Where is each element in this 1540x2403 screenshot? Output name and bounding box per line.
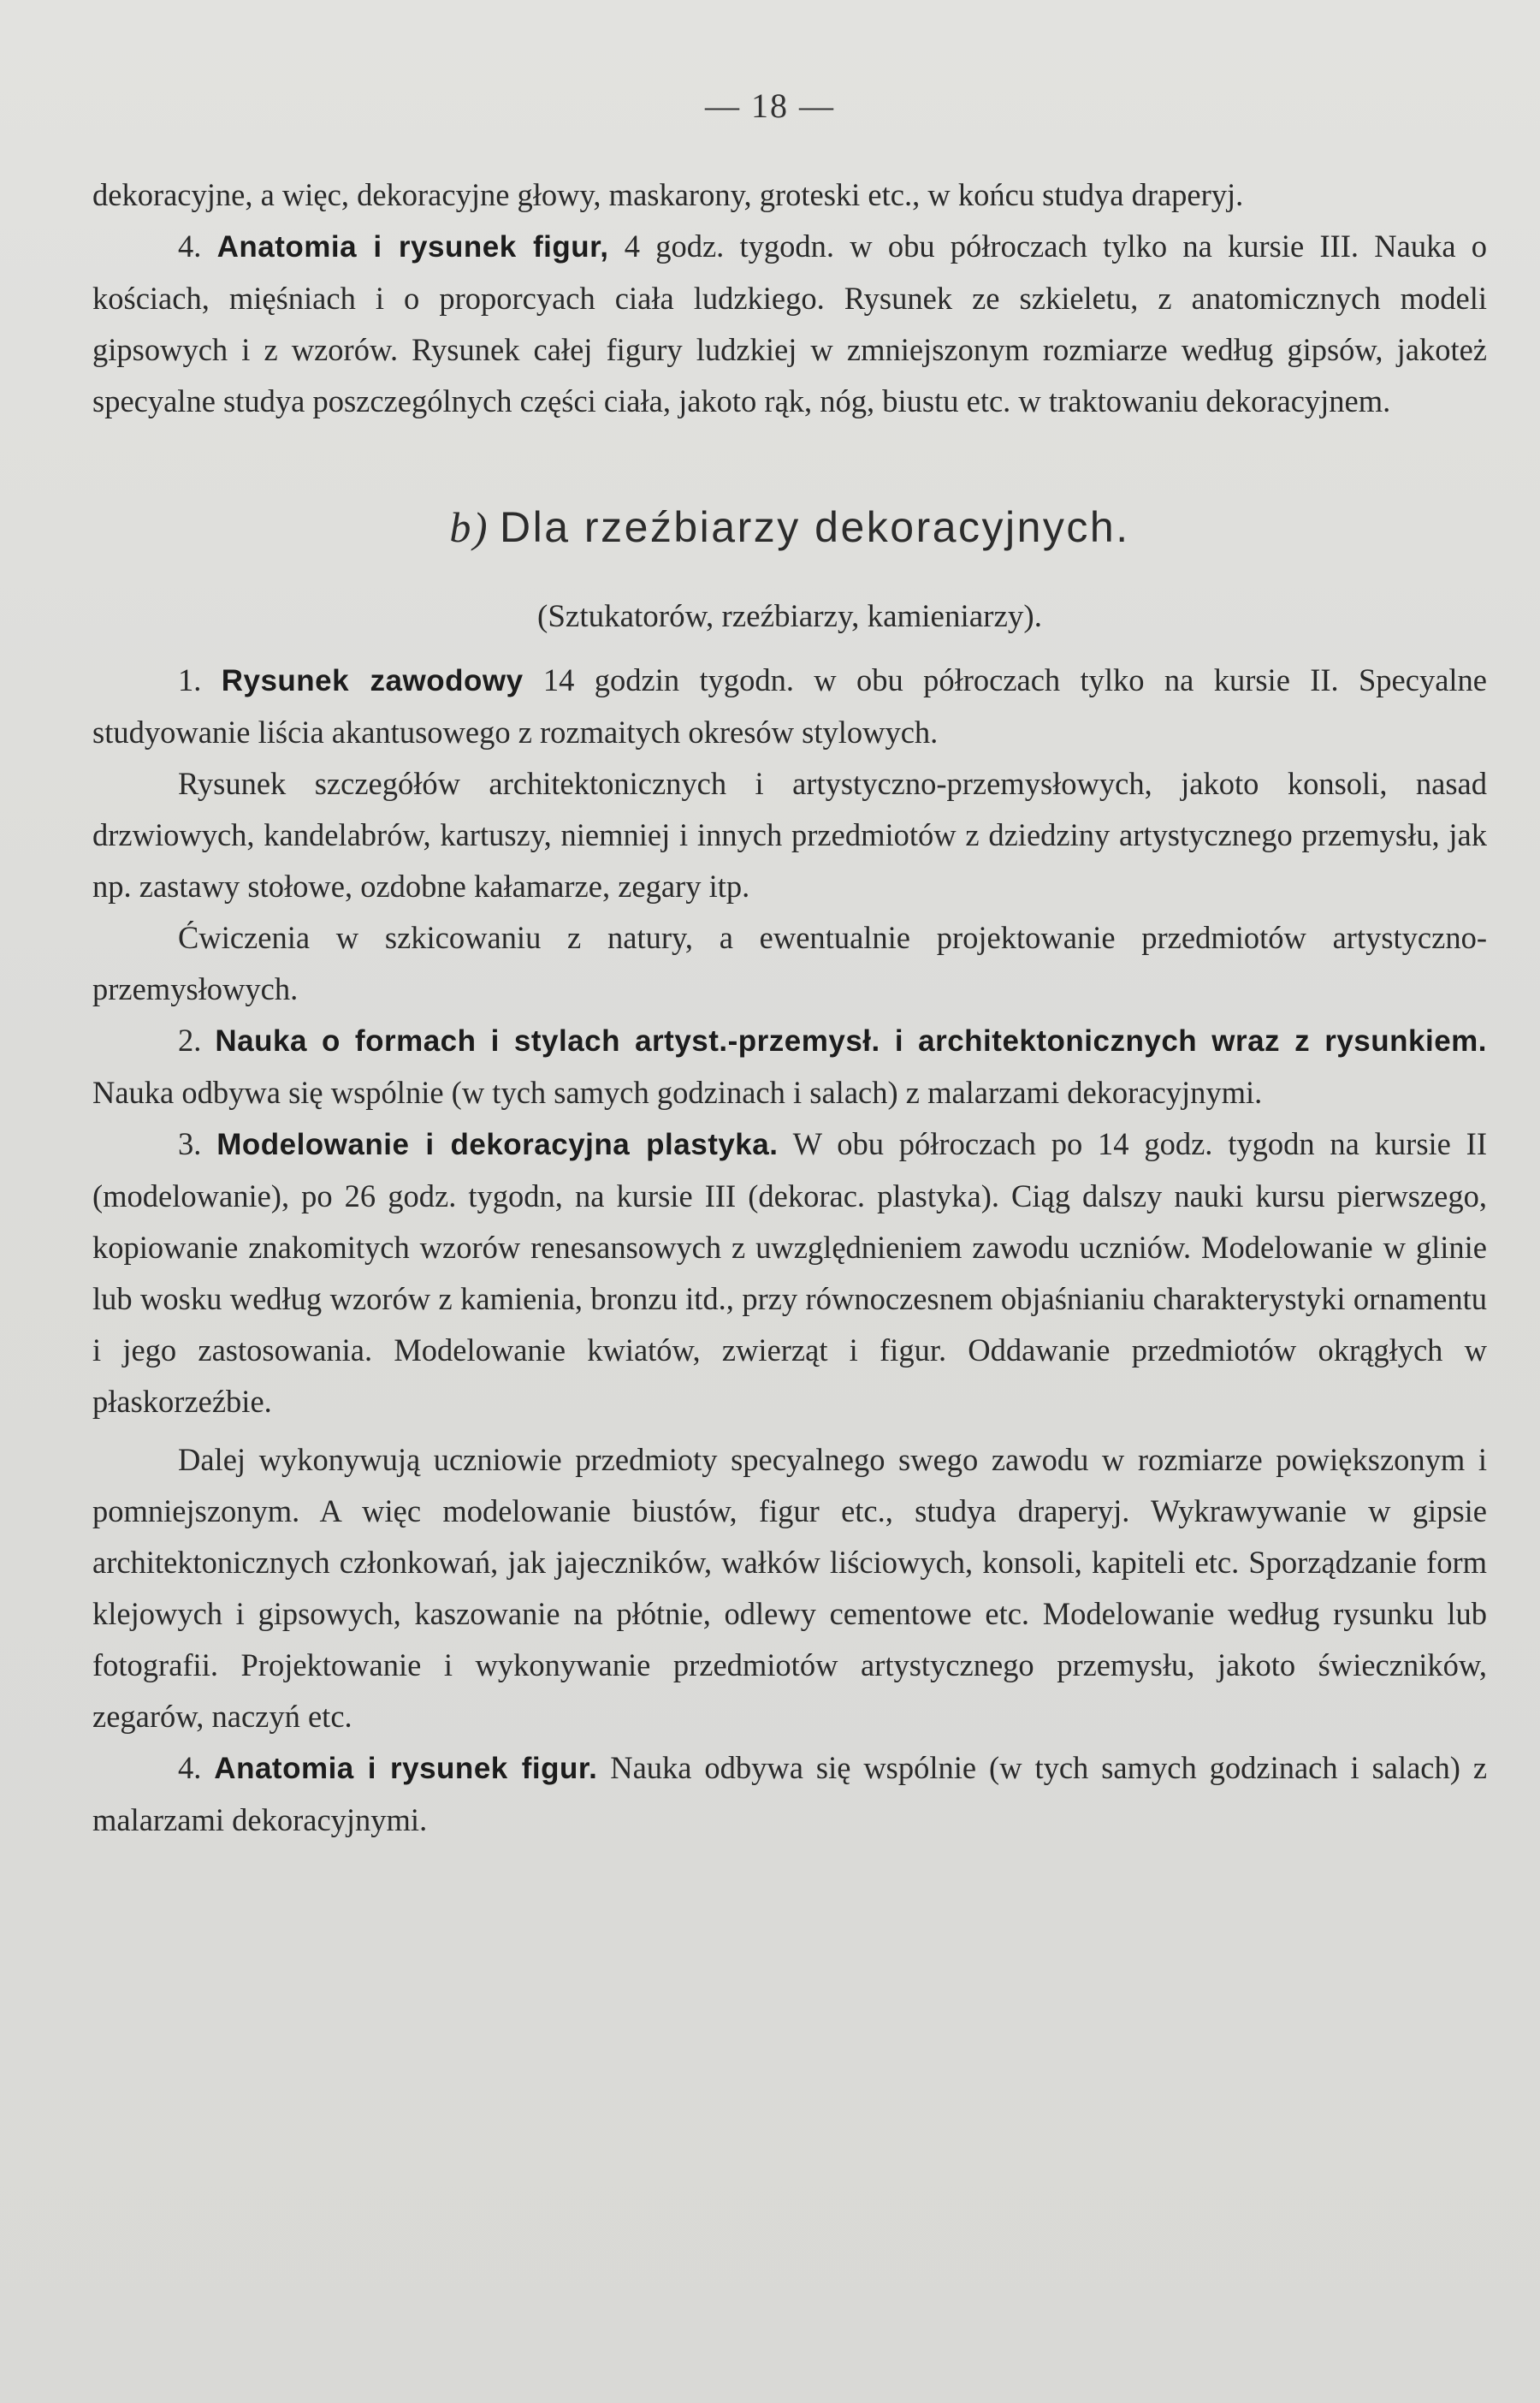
section-b-item-1-paragraph-3: Ćwiczenia w szkicowaniu z natury, a ewentualnie projektowanie przedmiotów artystyczno-przemysłowych.: [92, 920, 1487, 1006]
item-number: 4.: [178, 228, 202, 264]
paragraph-gap: [92, 1427, 1487, 1434]
item-number: 3.: [178, 1126, 202, 1161]
item-text: 14 godzin tygodn. w obu półroczach tylko na kursie II. Specyalne studyowanie liścia akantusowego z rozmaitych okresów stylowych.: [92, 662, 1487, 750]
page-content: [92, 169, 1487, 1846]
item-heading: Anatomia i rysunek figur,: [216, 230, 609, 264]
section-b-title: [92, 497, 1487, 557]
item-number: 2.: [178, 1023, 202, 1058]
item-number: 4.: [178, 1750, 202, 1785]
item-heading: Rysunek zawodowy: [221, 664, 524, 697]
section-b-subtitle: (Sztukatorów, rzeźbiarzy, kamieniarzy).: [537, 599, 1042, 634]
item-heading: Nauka o formach i stylach artyst.-przemysł. i architektonicznych wraz z rysunkiem.: [215, 1024, 1488, 1058]
section-a-item-4: [92, 221, 1487, 427]
page-number: — 18 —: [705, 86, 835, 125]
section-letter: b): [449, 503, 489, 551]
item-text: Nauka odbywa się wspólnie (w tych samych godzinach i salach) z malarzami dekoracyjnymi.: [92, 1075, 1263, 1110]
section-b-item-1-paragraph-2: Rysunek szczegółów architektonicznych i artystyczno-przemysłowych, jakoto konsoli, nasad drzwiowych, kandelabrów, kartuszy, niemniej i innych przedmiotów z dziedziny artystycznego przemysłu, jak np. zastawy stołowe, ozdobne kałamarze, zegary itp.: [92, 766, 1487, 904]
section-b-item-3-paragraph-2: Dalej wykonywują uczniowie przedmioty specyalnego swego zawodu w rozmiarze powiększonym i pomniejszonym. A więc modelowanie biustów, figur etc., studya draperyj. Wykrawywanie w gipsie architektonicznych członkowań, jak jajeczników, wałków liściowych, konsoli, kapiteli etc. Sporządzanie form klejowych i gipsowych, kaszowanie na płótnie, odlewy cementowe etc. Modelowanie według rysunku lub fotografii. Projektowanie i wykonywanie przedmiotów artystycznego przemysłu, jakoto świeczników, zegarów, naczyń etc.: [92, 1442, 1487, 1734]
item-text: W obu półroczach po 14 godz. tygodn na kursie II (modelowanie), po 26 godz. tygodn, na kursie III (dekorac. plastyka). Ciąg dalszy nauki kursu pierwszego, kopiowanie znakomitych wzorów renesansowych z uwzględnieniem zawodu uczniów. Modelowanie w glinie lub wosku według wzorów z kamienia, bronzu itd., przy równoczesnem objaśnianiu charakterystyki ornamentu i jego zastosowania. Modelowanie kwiatów, zwierząt i figur. Oddawanie przedmiotów okrągłych w płaskorzeźbie.: [92, 1126, 1487, 1419]
section-b-item-1: [92, 655, 1487, 758]
item-text: Nauka odbywa się wspólnie (w tych samych godzinach i salach) z malarzami dekoracyjnymi.: [92, 1750, 1488, 1837]
section-b-item-4: [92, 1742, 1487, 1846]
intro-paragraph: dekoracyjne, a więc, dekoracyjne głowy, maskarony, groteski etc., w końcu studya draperyj.: [92, 177, 1244, 212]
section-b-item-2: [92, 1015, 1487, 1118]
item-number: 1.: [178, 662, 202, 697]
item-heading: Modelowanie i dekoracyjna plastyka.: [216, 1128, 779, 1161]
item-text: 4 godz. tygodn. w obu półroczach tylko na kursie III. Nauka o kościach, mięśniach i o proporcyach ciała ludzkiego. Rysunek ze szkieletu, z anatomicznych modeli gipsowych i z wzorów. Rysunek całej figury ludzkiej w zmniejszonym rozmiarze według gipsów, jakoteż specyalne studya poszczególnych części ciała, jakoto rąk, nóg, biustu etc. w traktowaniu dekoracyjnem.: [92, 228, 1487, 418]
section-title-text: Dla rzeźbiarzy dekoracyjnych.: [500, 503, 1130, 551]
section-b-item-3: [92, 1118, 1487, 1427]
item-heading: Anatomia i rysunek figur.: [214, 1752, 598, 1785]
